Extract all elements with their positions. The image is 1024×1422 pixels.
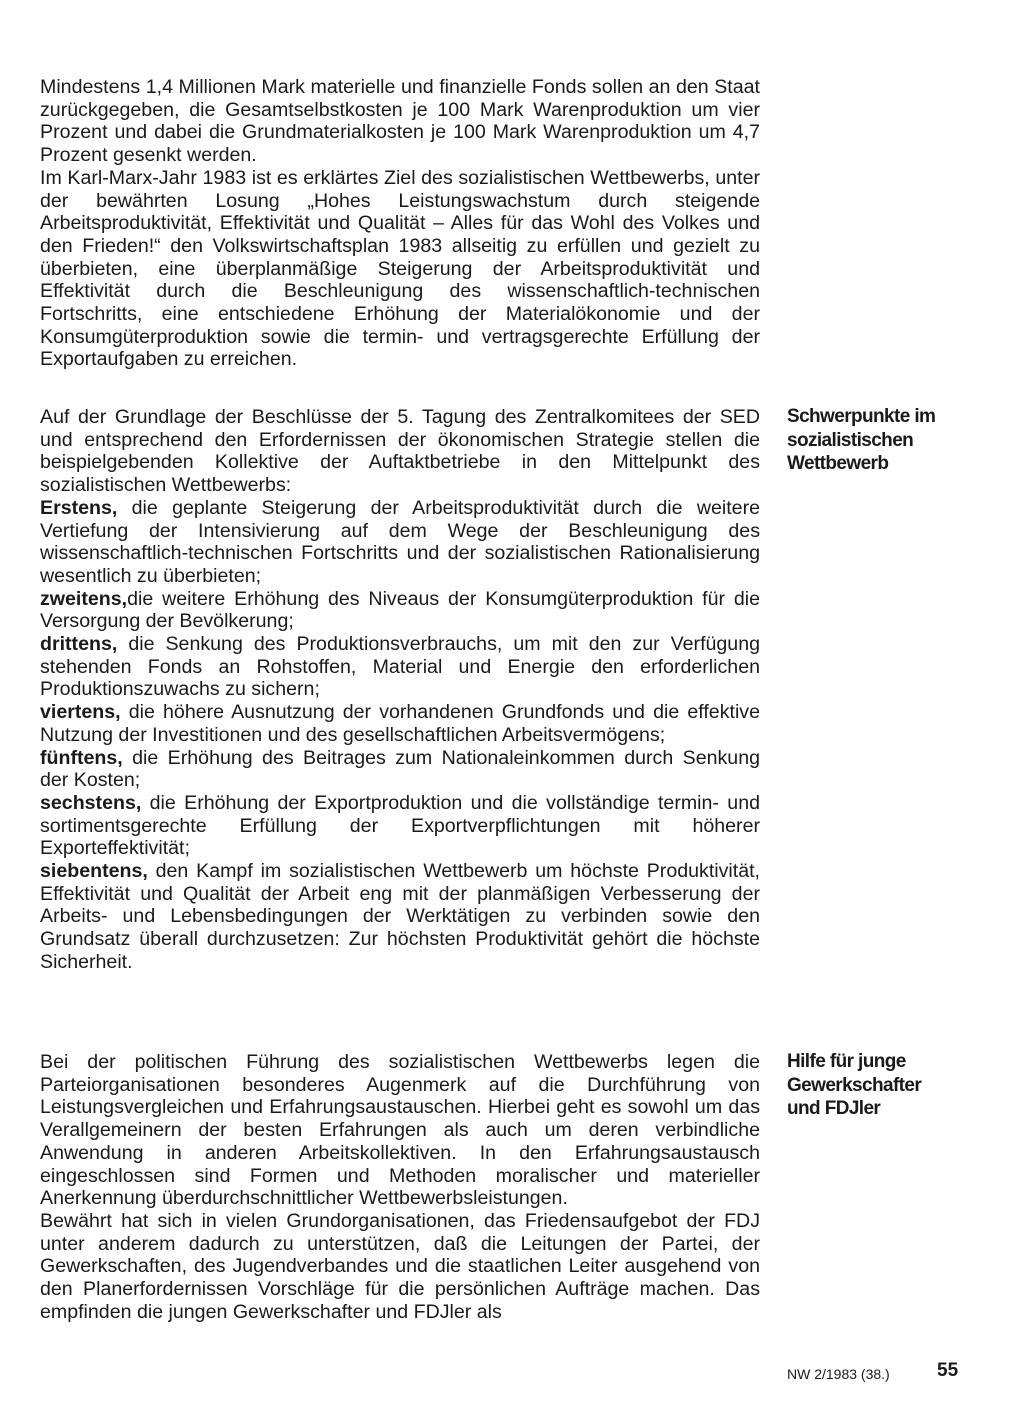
text-block-intro bbox=[40, 76, 760, 371]
list-item bbox=[40, 588, 760, 633]
paragraph-fonds: Mindestens 1,4 Millionen Mark materielle und finanzielle Fonds sollen an den Staat zurückgegeben, die Gesamtselbstkosten je 100 Mark Warenproduktion um vier Prozent und dabei die Grundmaterialkosten je 100 Mark Warenproduktion um 4,7 Prozent gesenkt werden. bbox=[40, 76, 760, 167]
list-item-text: die Senkung des Produktionsverbrauchs, um mit den zur Verfügung stehenden Fonds an Rohstoffen, Material und Energie den erforderlichen Produktionszuwachs zu sichern; bbox=[40, 633, 760, 701]
sidenote-line: sozialistischen bbox=[787, 429, 914, 451]
list-item-label: Erstens, bbox=[40, 496, 118, 519]
list-item bbox=[40, 792, 760, 860]
paragraph-friedensaufgebot: Bewährt hat sich in vielen Grundorganisationen, das Friedensaufgebot der FDJ unter anderem dadurch zu unterstützen, daß die Leitungen der Partei, der Gewerkschaften, des Jugendverbandes und die staatlichen Leiter ausgehend von den Planerfordernissen Vorschläge für die persönlichen Aufträge machen. Das empfinden die jungen Gewerkschafter und FDJler als bbox=[40, 1209, 760, 1323]
sidenote-line: Gewerkschafter bbox=[787, 1074, 922, 1096]
paragraph-politische-fuehrung: Bei der politischen Führung des sozialistischen Wettbewerbs legen die Parteiorganisationen besonderes Augenmerk auf die Durchführung von Leistungsvergleichen und Erfahrungsaustauschen. Hierbei geht es sowohl um das Verallgemeinern der besten Erfahrungen als auch um deren verbindliche Anwendung in anderen Arbeitskollektiven. In den Erfahrungsaustausch eingeschlossen sind Formen und Methoden moralischer und materieller Anerkennung überdurchschnittlicher Wettbewerbsleistungen. bbox=[40, 1051, 760, 1210]
sidenote-line: und FDJler bbox=[787, 1098, 881, 1119]
list-item-text: die geplante Steigerung der Arbeitsproduktivität durch die weitere Vertiefung der Intensivierung auf dem Wege der Beschleunigung des wissenschaftlich-technischen Fortschritts und der sozialistischen Rationalisierung wesentlich zu überbieten; bbox=[40, 496, 760, 587]
list-item bbox=[40, 497, 760, 588]
list-item bbox=[40, 633, 760, 701]
list-item-label: sechstens, bbox=[40, 791, 142, 814]
page-number: 55 bbox=[937, 1360, 959, 1381]
list-item bbox=[40, 701, 760, 746]
footer-source: NW 2/1983 (38.) bbox=[787, 1366, 890, 1382]
sidenote-schwerpunkte bbox=[787, 405, 987, 476]
text-block-fuehrung bbox=[40, 1051, 760, 1323]
list-item-text: die höhere Ausnutzung der vorhandenen Grundfonds und die effektive Nutzung der Investitionen und des gesellschaftlichen Arbeitsvermögens; bbox=[40, 701, 760, 746]
paragraph-grundlage: Auf der Grundlage der Beschlüsse der 5. Tagung des Zentralkomitees der SED und entsprechend den Erfordernissen der ökonomischen Strategie stellen die beispielgebenden Kollektive der Auftaktbetriebe in den Mittelpunkt des sozialistischen Wettbewerbs: bbox=[40, 406, 760, 497]
list-item-text: die weitere Erhöhung des Niveaus der Konsumgüterproduktion für die Versorgung der Bevölkerung; bbox=[40, 587, 760, 633]
sidenote-line: Wettbewerb bbox=[787, 453, 889, 474]
list-item-text: die Erhöhung der Exportproduktion und die vollständige termin- und sortimentsgerechte Erfüllung der Exportverpflichtungen mit höherer Exporteffektivität; bbox=[40, 791, 760, 860]
list-item-label: siebentens, bbox=[40, 860, 148, 883]
list-item-label: drittens, bbox=[40, 633, 118, 656]
list-item-label: viertens, bbox=[40, 701, 121, 724]
list-item-text: den Kampf im sozialistischen Wettbewerb um höchste Produktivität, Effektivität und Qualität der Arbeit eng mit der planmäßigen Verbesserung der Arbeits- und Lebensbedingungen der Werktätigen zu verbinden sowie den Grundsatz überall durchzusetzen: Zur höchsten Produktivität gehört die höchste Sicherheit. bbox=[40, 860, 760, 973]
text-block-schwerpunkte bbox=[40, 406, 760, 974]
list-item-text: die Erhöhung des Beitrages zum Nationaleinkommen durch Senkung der Kosten; bbox=[40, 746, 760, 792]
list-item-label: fünftens, bbox=[40, 746, 123, 769]
sidenote-hilfe bbox=[787, 1050, 987, 1121]
list-item-label: zweitens, bbox=[40, 587, 128, 610]
paragraph-karl-marx-jahr: Im Karl-Marx-Jahr 1983 ist es erklärtes Ziel des sozialistischen Wettbewerbs, unter der bewährten Losung „Hohes Leistungswachstum durch steigende Arbeitsproduktivität, Effektivität und Qualität – Alles für das Wohl des Volkes und den Frieden!“ den Volkswirtschaftsplan 1983 allseitig zu erfüllen und gezielt zu überbieten, eine überplanmäßige Steigerung der Arbeitsproduktivität und Effektivität durch die Beschleunigung des wissenschaftlich-technischen Fortschritts, eine entschiedene Erhöhung der Materialökonomie und der Konsumgüterproduktion sowie die termin- und vertragsgerechte Erfüllung der Exportaufgaben zu erreichen. bbox=[40, 166, 760, 371]
list-item bbox=[40, 747, 760, 792]
sidenote-line: Hilfe für junge bbox=[787, 1051, 906, 1072]
sidenote-line: Schwerpunkte im bbox=[787, 406, 936, 427]
list-item bbox=[40, 860, 760, 974]
